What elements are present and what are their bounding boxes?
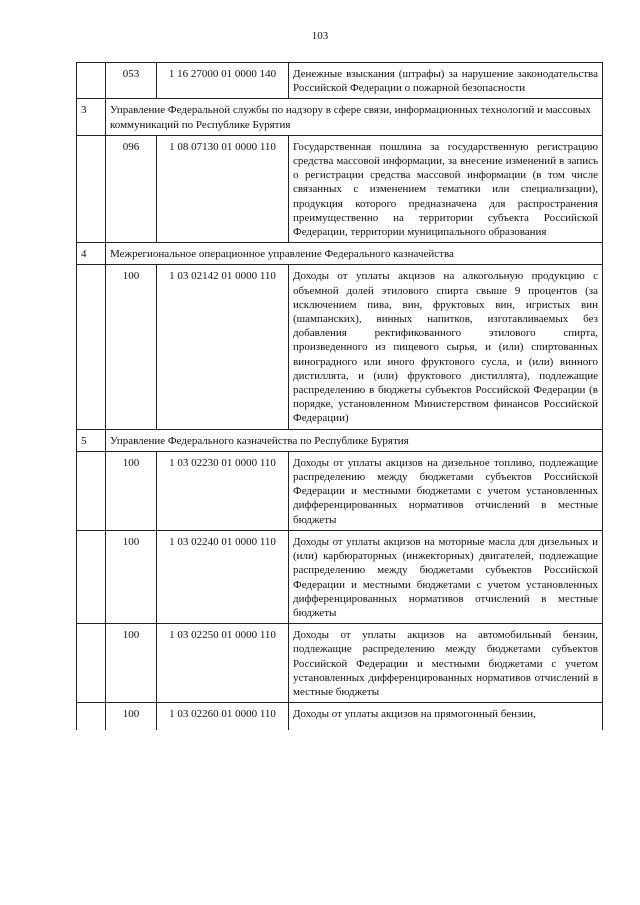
table-row — [77, 530, 603, 623]
description-cell: Государственная пошлина за государственную регистрацию средства массовой информации, за внесение изменений в запись о регистрации средства массовой информации (в том числе связанных с изменением тематики или специализации), продукция которого предназначена для распространения преимущественно на территории субъекта Российской Федерации, территории муниципального образования — [289, 135, 603, 242]
description-cell: Денежные взыскания (штрафы) за нарушение законодательства Российской Федерации о пожарной безопасности — [289, 63, 603, 99]
admin-code-cell: 096 — [106, 135, 157, 242]
admin-code-cell: 100 — [106, 265, 157, 429]
budget-code-cell: 1 03 02142 01 0000 110 — [157, 265, 289, 429]
admin-code-cell: 100 — [106, 703, 157, 731]
page-number: 103 — [311, 30, 329, 42]
section-header-row — [77, 99, 603, 135]
admin-code-cell: 053 — [106, 63, 157, 99]
description-cell: Доходы от уплаты акцизов на алкогольную продукцию с объемной долей этилового спирта свыше 9 процентов (за исключением пива, вин, фруктовых вин, игристых вин (шампанских), винных напитков, изготавливаемых без добавления ректификованного этилового спирта, произведенного из пищевого сырья, и (или) спиртованных виноградного или иного фруктового сусла, и (или) винного дистиллята, и (или) фруктового дистиллята), подлежащие распределению в бюджеты субъектов Российской Федерации (в порядке, установленном Министерством финансов Российской Федерации) — [289, 265, 603, 429]
budget-code-cell: 1 03 02240 01 0000 110 — [157, 530, 289, 623]
admin-code-cell: 100 — [106, 451, 157, 530]
budget-code-cell: 1 03 02250 01 0000 110 — [157, 624, 289, 703]
section-number-cell: 4 — [77, 243, 106, 265]
section-number-cell: 3 — [77, 99, 106, 135]
table-row — [77, 624, 603, 703]
section-number-cell: 5 — [77, 429, 106, 451]
admin-code-cell: 100 — [106, 624, 157, 703]
section-header-row — [77, 429, 603, 451]
row-number-cell — [77, 451, 106, 530]
admin-code-cell: 100 — [106, 530, 157, 623]
description-cell: Доходы от уплаты акцизов на автомобильный бензин, подлежащие распределению между бюджетами субъектов Российской Федерации и местными бюджетами с учетом установленных дифференцированных нормативов отчислений в местные бюджеты — [289, 624, 603, 703]
table-row — [77, 63, 603, 99]
budget-code-cell: 1 16 27000 01 0000 140 — [157, 63, 289, 99]
description-cell: Доходы от уплаты акцизов на моторные масла для дизельных и (или) карбюраторных (инжекторных) двигателей, подлежащие распределению между бюджетами субъектов Российской Федерации и местными бюджетами с учетом установленных дифференцированных нормативов отчислений в местные бюджеты — [289, 530, 603, 623]
section-title-cell: Управление Федерального казначейства по Республике Бурятия — [106, 429, 603, 451]
section-title-cell: Межрегиональное операционное управление Федерального казначейства — [106, 243, 603, 265]
table-row — [77, 451, 603, 530]
row-number-cell — [77, 530, 106, 623]
budget-code-cell: 1 08 07130 01 0000 110 — [157, 135, 289, 242]
table-row — [77, 135, 603, 242]
revenue-codes-table — [76, 62, 603, 730]
row-number-cell — [77, 624, 106, 703]
budget-code-cell: 1 03 02230 01 0000 110 — [157, 451, 289, 530]
description-cell: Доходы от уплаты акцизов на прямогонный бензин, — [289, 703, 603, 731]
row-number-cell — [77, 135, 106, 242]
row-number-cell — [77, 63, 106, 99]
section-header-row — [77, 243, 603, 265]
description-cell: Доходы от уплаты акцизов на дизельное топливо, подлежащие распределению между бюджетами субъектов Российской Федерации и местными бюджетами с учетом установленных дифференцированных нормативов отчислений в местные бюджеты — [289, 451, 603, 530]
row-number-cell — [77, 265, 106, 429]
section-title-cell: Управление Федеральной службы по надзору в сфере связи, информационных технологий и массовых коммуникаций по Республике Бурятия — [106, 99, 603, 135]
table-row — [77, 265, 603, 429]
budget-code-cell: 1 03 02260 01 0000 110 — [157, 703, 289, 731]
row-number-cell — [77, 703, 106, 731]
table-row — [77, 703, 603, 731]
